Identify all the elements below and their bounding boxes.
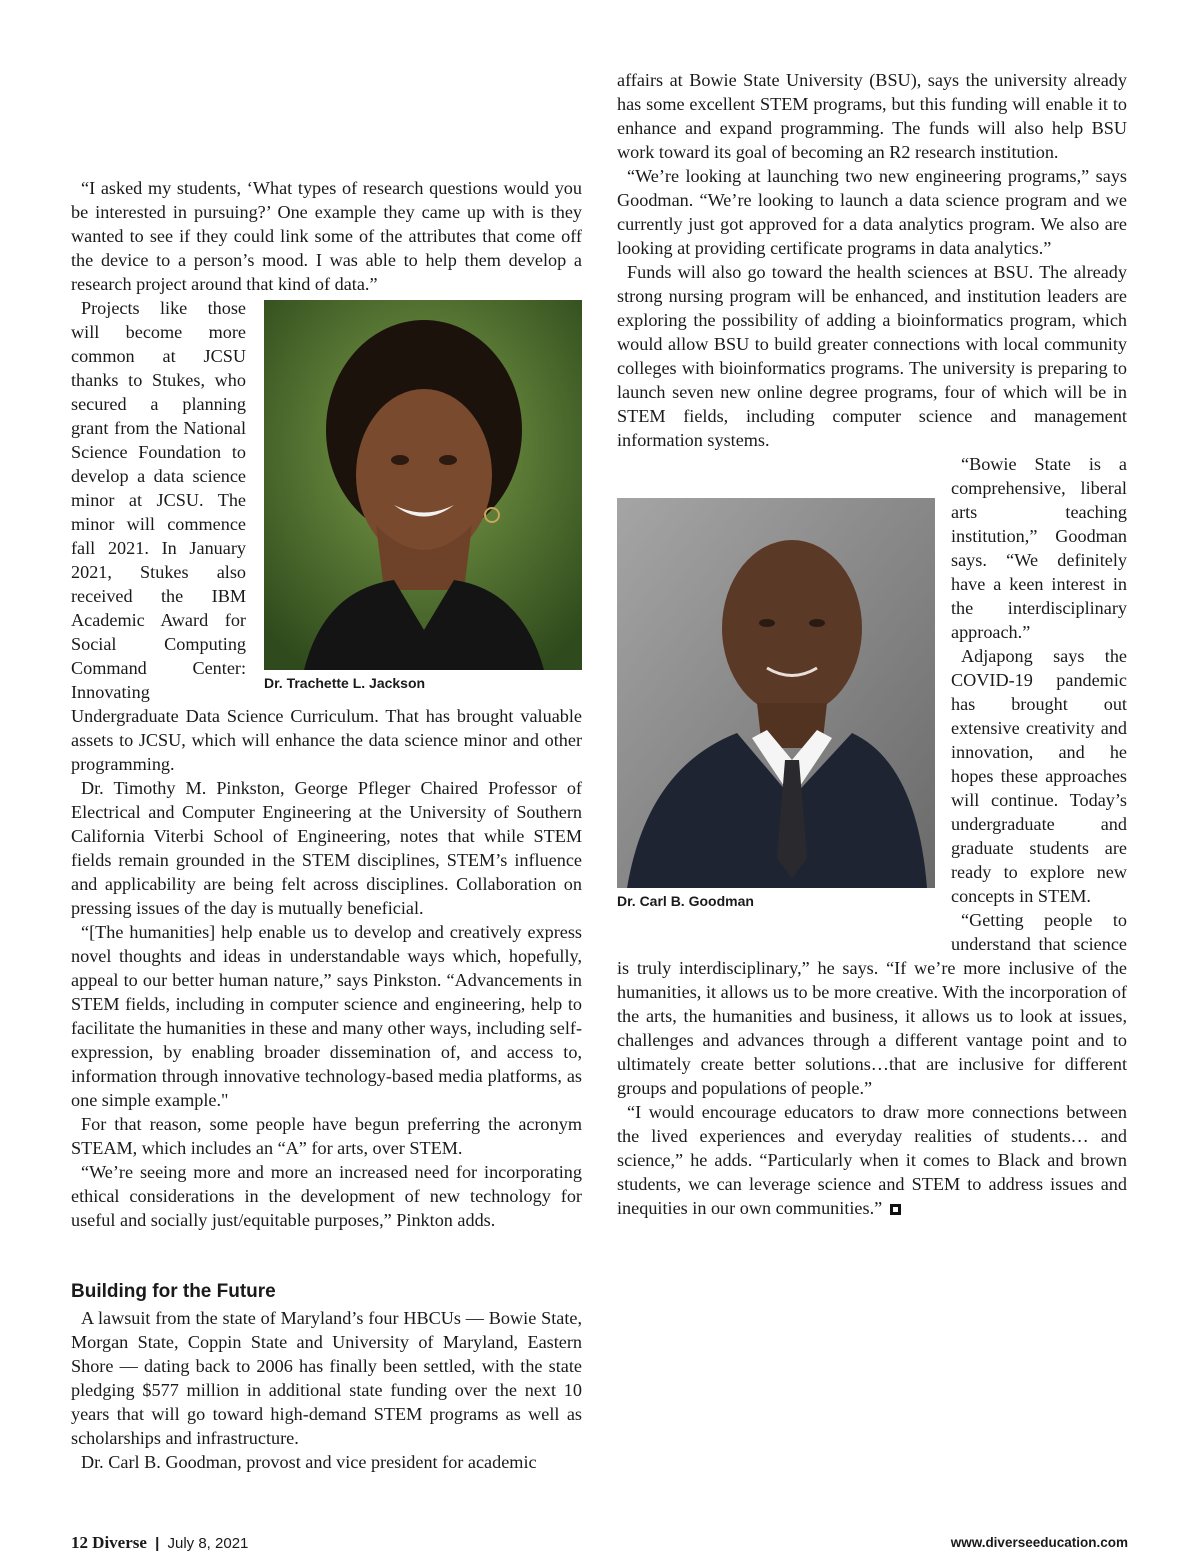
jackson-photo — [264, 300, 582, 670]
goodman-photo — [617, 498, 935, 888]
jackson-photo-figure — [264, 300, 582, 694]
end-of-article-icon — [890, 1204, 901, 1215]
paragraph: Funds will also go toward the health sciences at BSU. The already strong nursing program will be enhanced, and institution leaders are exploring the possibility of adding a bioinformatics program, which would allow BSU to build greater connections with local community colleges with bioinformatics programs. The university is preparing to launch seven new online degree programs, four of which will be in STEM fields, including computer science and management information systems. — [617, 262, 1127, 450]
issue-date: July 8, 2021 — [167, 1535, 249, 1552]
paragraph: “We’re looking at launching two new engineering programs,” says Goodman. “We’re looking to launch a data science program and we currently just got approved for a data analytics program. We also are looking at providing certificate programs in data analytics.” — [617, 166, 1127, 258]
section-heading: Building for the Future — [71, 1281, 276, 1302]
paragraph: “I asked my students, ‘What types of research questions would you be interested in pursuing?’ One example they came up with is they wanted to see if they could link some of the attributes that come off the device to a person’s mood. I was able to help them develop a research project around that kind of data.” — [71, 178, 582, 294]
paragraph: For that reason, some people have begun preferring the acronym STEAM, which includes an “A” for arts, over STEM. — [71, 1114, 582, 1158]
paragraph: A lawsuit from the state of Maryland’s four HBCUs — Bowie State, Morgan State, Coppin State and University of Maryland, Eastern Shore — dating back to 2006 has finally been settled, with the state pledging $577 million in additional state funding over the next 10 years that will go toward high-demand STEM programs as well as scholarships and infrastructure. — [71, 1308, 582, 1448]
right-column — [617, 68, 1127, 1220]
left-column — [71, 176, 582, 1474]
paragraph — [617, 1100, 1127, 1220]
paragraph: “Bowie State is a comprehensive, liberal arts teaching institution,” Goodman says. “We definitely have a keen interest in the interdisciplinary approach.” — [951, 454, 1127, 642]
paragraph: “Getting people to understand that science is truly interdisciplinary,” he says. “If we’re more inclusive of the humanities, it allows us to be more creative. With the incorporation of the arts, the humanities and business, it allows us to look at issues, challenges and advances through a different vantage point and to ultimately create better solutions…that are inclusive for different groups and populations of people.” — [617, 910, 1127, 1098]
magazine-name: Diverse — [92, 1533, 147, 1552]
paragraph: “[The humanities] help enable us to develop and creatively express novel thoughts and ideas in understandable ways which, hopefully, appeal to our better human nature,” says Pinkston. “Advancements in STEM fields, including in computer science and engineering, help to facilitate the humanities in these and many other ways, including self-expression, by enabling broader dissemination of, and access to, information through innovative technology-based media platforms, as one simple example." — [71, 922, 582, 1110]
paragraph-text: “I would encourage educators to draw more connections between the lived experiences and everyday realities of students… and science,” he adds. “Particularly when it comes to Black and brown students, we can leverage science and STEM to address issues and inequities in our own communities.” — [617, 1102, 1127, 1218]
paragraph: Dr. Carl B. Goodman, provost and vice president for academic — [81, 1452, 537, 1472]
folio-separator: | — [155, 1535, 160, 1552]
website-link[interactable]: www.diverseeducation.com — [950, 1535, 1128, 1550]
footer-folio — [71, 1533, 248, 1553]
goodman-photo-figure — [617, 498, 935, 932]
page-number: 12 — [71, 1533, 88, 1552]
photo-caption: Dr. Carl B. Goodman — [617, 893, 754, 909]
paragraph: Projects like those will become more common at JCSU thanks to Stukes, who secured a planning grant from the National Science Foundation to develop a data science minor at JCSU. The minor will commence fall 2021. In January 2021, Stukes also received the IBM Academic Award for Social Computing Command Center: Innovating Undergraduate Data Science Curriculum. That has brought valuable assets to JCSU, which will enhance the data science minor and other programming. — [71, 298, 582, 774]
paragraph: “We’re seeing more and more an increased need for incorporating ethical considerations in the development of new technology for useful and socially just/equitable purposes,” Pinkton adds. — [71, 1162, 582, 1230]
paragraph: affairs at Bowie State University (BSU), says the university already has some excellent STEM programs, but this funding will enable it to enhance and expand programming. The funds will also help BSU work toward its goal of becoming an R2 research institution. — [617, 70, 1127, 162]
paragraph: Adjapong says the COVID-19 pandemic has brought out extensive creativity and innovation, and he hopes these approaches will continue. Today’s undergraduate and graduate students are ready to explore new concepts in STEM. — [951, 646, 1127, 906]
paragraph: Dr. Timothy M. Pinkston, George Pfleger Chaired Professor of Electrical and Computer Engineering at the University of Southern California Viterbi School of Engineering, notes that while STEM fields remain grounded in the STEM disciplines, STEM’s influence and applicability are being felt across disciplines. Collaboration on pressing issues of the day is mutually beneficial. — [71, 778, 582, 918]
photo-caption: Dr. Trachette L. Jackson — [264, 675, 426, 691]
